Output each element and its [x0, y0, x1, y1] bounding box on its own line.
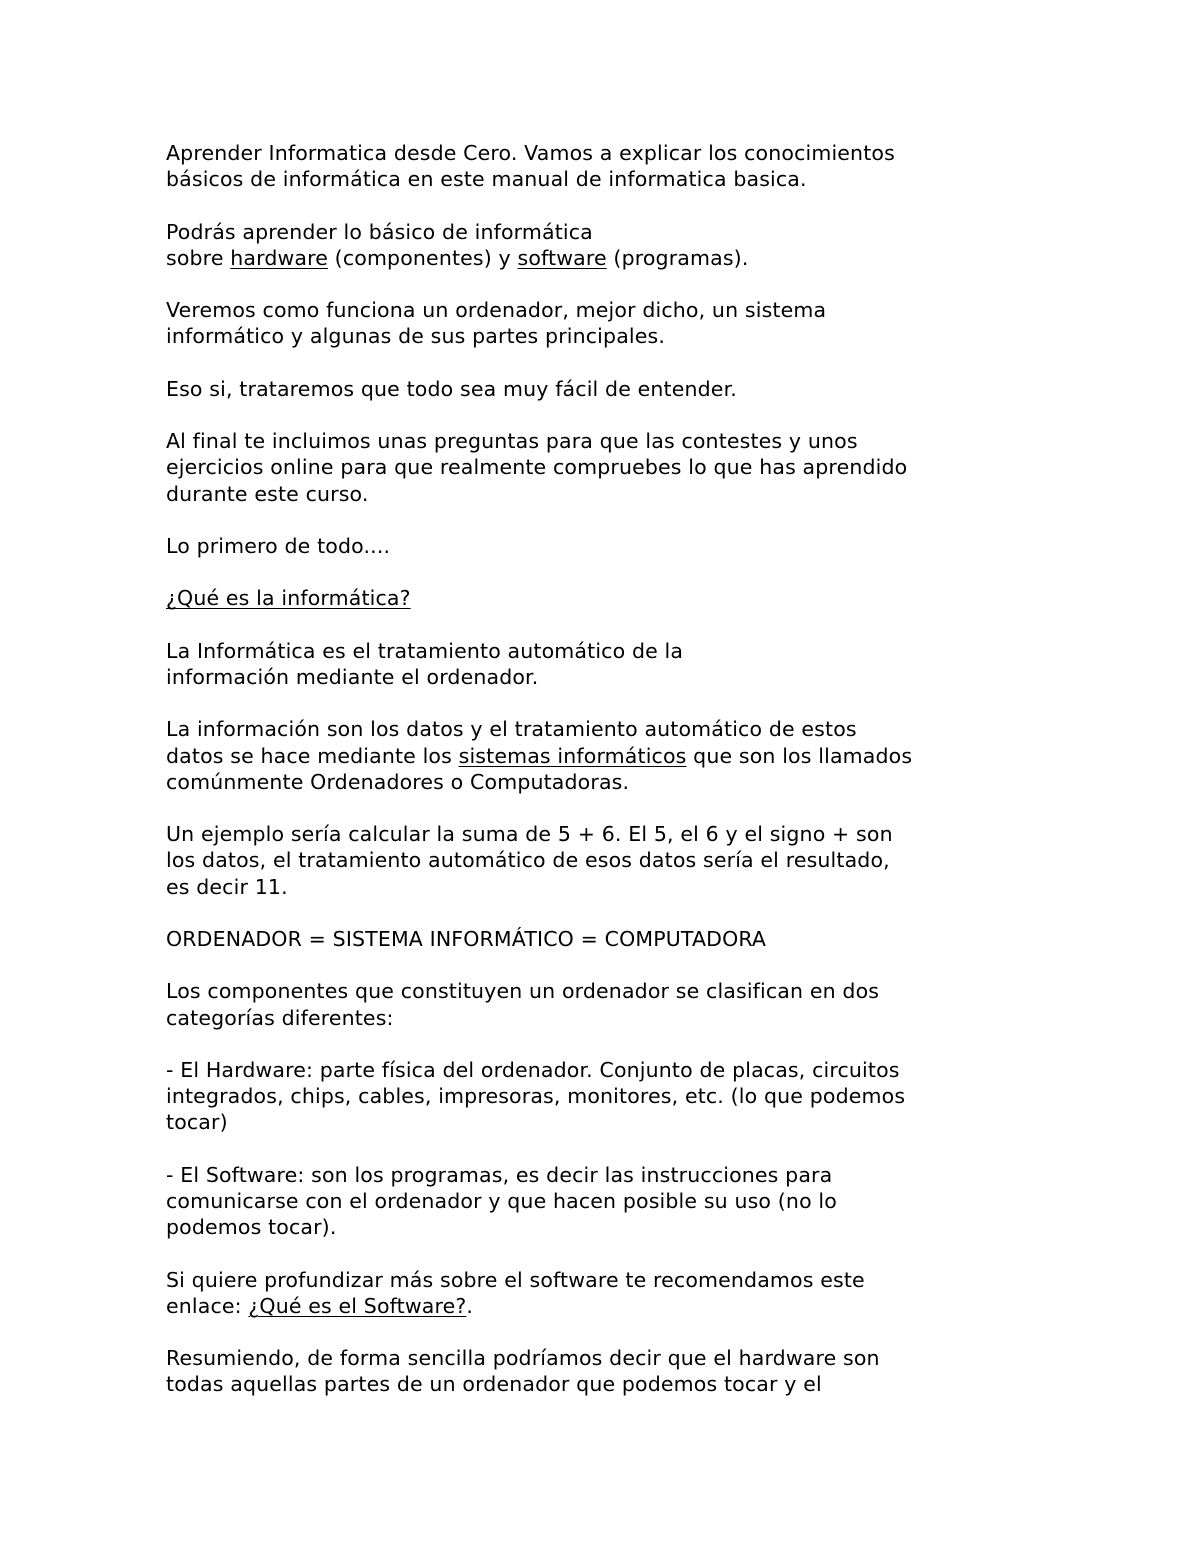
text-segment: . [466, 1293, 474, 1318]
text-line: informático y algunas de sus partes principales. [166, 324, 666, 349]
text-line: integrados, chips, cables, impresoras, monitores, etc. (lo que podemos [166, 1084, 906, 1109]
text-line [166, 743, 1066, 769]
text-segment: (componentes) y [328, 245, 518, 270]
text-line: Aprender Informatica desde Cero. Vamos a explicar los conocimientos [166, 141, 895, 165]
text-line: básicos de informática en este manual de informatica basica. [166, 167, 807, 192]
paragraph-componentes [166, 978, 1066, 1030]
text-line: comunicarse con el ordenador y que hacen posible su uso (no lo [166, 1188, 837, 1213]
hardware-link[interactable]: hardware [230, 245, 329, 270]
paragraph-datos [166, 716, 1066, 795]
text-line: Al final te incluimos unas preguntas para que las contestes y unos [166, 429, 858, 454]
paragraph-definicion [166, 638, 1066, 690]
paragraph-facil [166, 376, 1066, 402]
text-line: es decir 11. [166, 874, 288, 899]
text-line: durante este curso. [166, 481, 369, 506]
text-line: todas aquellas partes de un ordenador que podemos tocar y el [166, 1372, 822, 1397]
text-line: Resumiendo, de forma sencilla podríamos decir que el hardware son [166, 1346, 880, 1371]
text-segment: sobre [166, 245, 231, 270]
que-es-informatica-link[interactable]: ¿Qué es la informática? [166, 586, 411, 611]
text-line: categorías diferentes: [166, 1005, 394, 1030]
paragraph-ordenador [166, 297, 1066, 349]
que-es-software-link[interactable]: ¿Qué es el Software? [248, 1293, 467, 1318]
text-line: comúnmente Ordenadores o Computadoras. [166, 769, 630, 794]
text-line: Lo primero de todo.... [166, 533, 391, 558]
software-link[interactable]: software [517, 245, 607, 270]
text-line: La información son los datos y el tratamiento automático de estos [166, 717, 857, 742]
paragraph-resumiendo [166, 1345, 1066, 1397]
sistemas-informaticos-link[interactable]: sistemas informáticos [458, 743, 687, 768]
text-segment: enlace: [166, 1293, 249, 1318]
text-line: Eso si, trataremos que todo sea muy fácil de entender. [166, 376, 737, 401]
paragraph-software-definicion [166, 1162, 1066, 1241]
paragraph-enlace [166, 1267, 1066, 1319]
paragraph-ejemplo [166, 821, 1066, 900]
text-line: los datos, el tratamiento automático de esos datos sería el resultado, [166, 848, 890, 873]
paragraph-intro [166, 140, 1066, 192]
text-segment: (programas). [606, 245, 749, 270]
text-line: Veremos como funciona un ordenador, mejor dicho, un sistema [166, 298, 827, 323]
text-line: - El Hardware: parte física del ordenador. Conjunto de placas, circuitos [166, 1057, 900, 1082]
paragraph-hardware-definicion [166, 1057, 1066, 1136]
text-line: información mediante el ordenador. [166, 664, 539, 689]
paragraph-primero [166, 533, 1066, 559]
paragraph-preguntas [166, 428, 1066, 507]
text-line: tocar) [166, 1110, 228, 1135]
text-line: La Informática es el tratamiento automático de la [166, 638, 684, 663]
text-line: ejercicios online para que realmente compruebes lo que has aprendido [166, 455, 908, 480]
section-heading [166, 585, 1066, 611]
text-line: - El Software: son los programas, es decir las instrucciones para [166, 1162, 833, 1187]
text-line: Los componentes que constituyen un ordenador se clasifican en dos [166, 979, 880, 1004]
text-line: Un ejemplo sería calcular la suma de 5 + 6. El 5, el 6 y el signo + son [166, 822, 893, 847]
text-line [166, 245, 1066, 271]
paragraph-equivalencia [166, 926, 1066, 952]
text-line: podemos tocar). [166, 1215, 337, 1240]
text-segment: que son los llamados [686, 743, 913, 768]
text-line: Si quiere profundizar más sobre el software te recomendamos este [166, 1267, 865, 1292]
text-line [166, 1293, 1066, 1319]
text-line: Podrás aprender lo básico de informática [166, 219, 593, 244]
text-segment: datos se hace mediante los [166, 743, 459, 768]
text-line: ORDENADOR = SISTEMA INFORMÁTICO = COMPUTADORA [166, 926, 767, 951]
document-page [166, 140, 1066, 1398]
paragraph-hardware-software [166, 219, 1066, 271]
